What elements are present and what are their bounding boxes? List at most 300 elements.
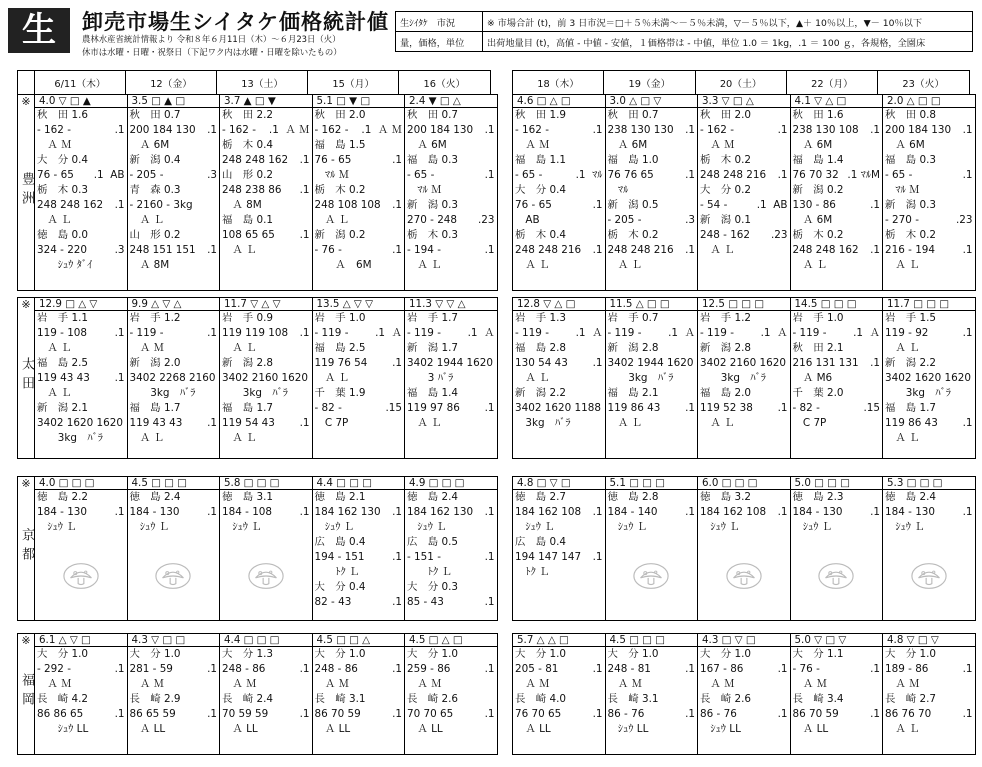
market-summary: 4.5 □ □ □ <box>128 477 220 490</box>
price-line-unit: .1 <box>685 506 695 518</box>
price-line <box>513 108 605 123</box>
price-line-unit: .1 <box>870 124 880 136</box>
price-cell <box>312 95 405 291</box>
price-line-main: ｼｭｳ Ｌ <box>700 521 740 533</box>
price-line <box>791 311 883 326</box>
price-line-main: 189 - 86 <box>885 663 929 675</box>
price-line-main: 大 分 0.4 <box>515 184 566 196</box>
price-line <box>606 677 698 692</box>
price-line <box>513 490 605 505</box>
price-line-main: 大 分 1.0 <box>700 648 751 660</box>
market-table-right <box>512 633 976 755</box>
market-summary: 4.0 □ □ □ <box>35 477 127 490</box>
price-line-main: Ａ Ｌ <box>222 244 257 256</box>
price-line <box>513 138 605 153</box>
price-line-main: Ａ Ｌ <box>314 214 349 226</box>
price-line-main: 248 151 151 <box>129 244 196 256</box>
price-cell <box>605 477 698 621</box>
price-line <box>128 311 220 326</box>
price-line <box>35 692 127 707</box>
price-line-main: C 7P <box>792 417 827 429</box>
price-line-main: Ａ LL <box>222 723 258 735</box>
price-line <box>513 707 605 722</box>
price-line-main: 119 - 92 <box>885 327 929 339</box>
price-line <box>883 183 975 198</box>
price-line-main: - 151 - <box>407 551 441 563</box>
price-line-main: 184 162 108 <box>515 506 582 518</box>
price-line <box>698 401 790 416</box>
total-mark: ※ <box>21 634 31 647</box>
price-line <box>220 326 312 341</box>
market-summary: 6.1 △ ▽ □ <box>35 634 127 647</box>
price-line-main: - 119 - <box>515 327 549 339</box>
price-line-main: 70 59 59 <box>222 708 269 720</box>
price-line-main: 新 潟 2.8 <box>222 357 273 369</box>
price-line-main: Ａ Ｍ <box>37 678 72 690</box>
price-line-main: 184 - 130 <box>885 506 936 518</box>
price-line-main: 岩 手 1.2 <box>129 312 181 324</box>
price-line-main: 広 島 0.5 <box>407 536 458 548</box>
price-line <box>698 326 790 341</box>
price-line-main: 長 崎 2.7 <box>885 693 936 705</box>
price-line-main: 栃 木 0.2 <box>700 154 751 166</box>
price-cell <box>127 95 220 291</box>
price-line-unit: .1 <box>870 506 880 518</box>
price-line <box>220 371 312 386</box>
price-line <box>405 647 497 662</box>
price-line <box>513 228 605 243</box>
price-line-main: - 119 - <box>607 327 642 339</box>
price-line-main: 新 潟 0.3 <box>885 199 936 211</box>
price-line-main: Ａ LL <box>515 723 551 735</box>
price-line <box>513 198 605 213</box>
price-line <box>698 311 790 326</box>
price-line-main: 長 崎 4.2 <box>37 693 88 705</box>
price-line <box>220 386 312 401</box>
price-line <box>606 386 698 401</box>
price-line-main: Ａ Ｍ <box>700 139 735 151</box>
price-line <box>405 707 497 722</box>
price-line-unit: .1 <box>207 244 217 256</box>
price-line <box>791 326 883 341</box>
price-line <box>883 213 975 228</box>
price-line <box>883 490 975 505</box>
price-line <box>791 341 883 356</box>
price-line-main: 3kg ﾊﾞﾗ <box>607 372 674 384</box>
price-line-main: Ａ Ｍ <box>885 678 920 690</box>
market-summary: 5.8 □ □ □ <box>220 477 312 490</box>
price-line <box>35 326 127 341</box>
price-line-main: 281 - 59 <box>129 663 173 675</box>
price-line-main: 徳 島 3.1 <box>222 491 273 503</box>
price-line-unit: .1 <box>114 124 125 136</box>
price-line <box>791 258 883 273</box>
price-line-main: 86 70 59 <box>314 708 361 720</box>
shiitake-icon <box>632 561 670 591</box>
price-line-main: 82 - 43 <box>314 596 352 608</box>
price-line <box>313 416 405 431</box>
price-line-main: ﾏﾙ Ｍ <box>314 169 349 181</box>
price-line <box>698 416 790 431</box>
price-line-unit: .1 <box>592 708 603 720</box>
price-cell <box>35 477 128 621</box>
price-line <box>698 386 790 401</box>
price-line <box>405 505 497 520</box>
market-summary: 4.5 □ □ □ <box>606 634 698 647</box>
price-cell <box>312 477 405 621</box>
price-line-unit: .1 <box>299 417 310 429</box>
price-line-unit: .1 <box>685 244 695 256</box>
price-line-main: 福 島 2.8 <box>515 342 566 354</box>
price-line-main: 長 崎 3.4 <box>792 693 844 705</box>
price-line <box>513 677 605 692</box>
price-line-main: Ａ M6 <box>792 372 833 384</box>
price-line <box>128 371 220 386</box>
price-line <box>313 490 405 505</box>
price-cell <box>698 634 791 755</box>
price-line <box>791 677 883 692</box>
price-line <box>35 341 127 356</box>
price-line-main: 栃 木 0.4 <box>515 229 566 241</box>
price-line-main: 216 131 131 <box>792 357 859 369</box>
price-line <box>513 153 605 168</box>
price-line-unit: .1 <box>777 124 788 136</box>
price-line-unit: .1 <box>484 124 495 136</box>
price-line-main: 119 97 86 <box>407 402 460 414</box>
price-cell <box>883 634 976 755</box>
price-line-unit: .1 <box>299 708 310 720</box>
price-line <box>883 722 975 737</box>
price-line-main: Ａ 6M <box>885 139 925 151</box>
source-note: 農林水産省統計情報より 令和８年６月11日（木）～６月23日（火） <box>82 34 341 44</box>
price-line <box>883 243 975 258</box>
price-line <box>405 108 497 123</box>
price-line <box>883 692 975 707</box>
price-line-main: - 119 - <box>129 327 164 339</box>
price-line <box>405 386 497 401</box>
market-table-left <box>17 297 498 459</box>
price-line <box>35 228 127 243</box>
price-line-unit: .1 <box>392 357 402 369</box>
market-name: 豊洲 <box>19 171 34 210</box>
date-header-right <box>512 70 970 95</box>
price-line-main: 119 86 43 <box>885 417 938 429</box>
price-line <box>606 228 698 243</box>
price-line-unit: .1 <box>777 663 788 675</box>
price-line <box>513 311 605 326</box>
price-line <box>513 550 605 565</box>
price-line <box>220 707 312 722</box>
market-label-cell <box>18 95 35 291</box>
price-line-main: 119 76 54 <box>314 357 368 369</box>
price-line <box>606 662 698 677</box>
price-line <box>513 386 605 401</box>
price-cell <box>790 634 883 755</box>
price-line-main: 3402 1620 1620 <box>885 372 971 384</box>
market-summary: 13.5 △ ▽ ▽ <box>313 298 405 311</box>
price-line <box>313 505 405 520</box>
price-line-main: AB <box>515 214 540 226</box>
price-line-main: 194 - 151 <box>314 551 365 563</box>
price-line <box>513 213 605 228</box>
price-line <box>513 258 605 273</box>
price-line-main: 200 184 130 <box>129 124 196 136</box>
price-line <box>606 258 698 273</box>
price-line-main: Ａ Ｌ <box>700 417 735 429</box>
price-line-main: - 76 - <box>314 244 342 256</box>
price-line-main: 184 162 130 <box>314 506 381 518</box>
price-line-main: 栃 木 0.2 <box>885 229 936 241</box>
price-line <box>698 677 790 692</box>
price-line <box>791 198 883 213</box>
market-summary: 11.3 ▽ ▽ △ <box>405 298 497 311</box>
market-summary: 4.5 □ △ □ <box>405 634 497 647</box>
date-header-cell: 16（火） <box>399 71 490 95</box>
price-line-main: ｼｭｳ Ｌ <box>792 521 833 533</box>
price-line <box>513 371 605 386</box>
price-line <box>883 647 975 662</box>
price-line-main: 3kg ﾊﾞﾗ <box>222 387 288 399</box>
market-summary: 4.5 □ □ △ <box>313 634 405 647</box>
price-cell <box>698 298 791 459</box>
market-summary: 12.5 □ □ □ <box>698 298 790 311</box>
price-line-main: Ａ 6M <box>792 139 833 151</box>
price-line <box>513 123 605 138</box>
price-line-main: 76 - 65 <box>37 169 74 181</box>
price-line <box>698 505 790 520</box>
price-line-main: 119 52 38 <box>700 402 753 414</box>
price-line-main: ｼｭｳ Ｌ <box>407 521 447 533</box>
price-line-main: 徳 島 0.0 <box>37 229 88 241</box>
price-line-main: 福 島 2.0 <box>700 387 751 399</box>
price-line <box>513 341 605 356</box>
price-line <box>698 707 790 722</box>
price-line-main: ﾏﾙ Ｍ <box>885 184 920 196</box>
price-line-main: 3kg ﾊﾞﾗ <box>37 432 103 444</box>
price-line-unit: .1 <box>777 169 788 181</box>
price-line-main: Ａ Ｍ <box>607 678 642 690</box>
total-mark: ※ <box>21 95 31 108</box>
price-line <box>220 228 312 243</box>
price-line <box>128 707 220 722</box>
price-line-unit: .1 <box>870 357 880 369</box>
price-line <box>220 647 312 662</box>
price-line-main: ｼｭｳ Ｌ <box>314 521 355 533</box>
price-cell <box>405 95 498 291</box>
legend-text-market: ※ 市場合計 (t)，前 3 日市況＝□＋５％未満〜－５％未満，▽－５％以下，▲＋ 10％以上，▼－ 10％以下 <box>483 12 973 32</box>
price-line <box>606 168 698 183</box>
price-line-main: Ａ Ｍ <box>792 678 827 690</box>
price-line-main: ｼｭｳ LL <box>37 723 89 735</box>
price-line <box>883 416 975 431</box>
price-line-unit: .1 <box>962 244 973 256</box>
price-line-main: 福 島 1.7 <box>885 402 936 414</box>
price-line <box>606 183 698 198</box>
price-line-main: 108 65 65 <box>222 229 275 241</box>
price-line-unit: .1 Ａ <box>668 327 695 339</box>
price-line-main: 85 - 43 <box>407 596 444 608</box>
header-corner <box>18 71 35 95</box>
price-line <box>791 371 883 386</box>
price-line <box>35 722 127 737</box>
price-line-unit: .1 <box>777 506 788 518</box>
price-line <box>313 311 405 326</box>
price-line-main: - 162 - <box>37 124 71 136</box>
price-line-main: 徳 島 2.7 <box>515 491 566 503</box>
price-line-unit: .1 <box>299 663 310 675</box>
price-line <box>606 243 698 258</box>
price-line-main: 86 76 70 <box>885 708 932 720</box>
legend-label-market: 生ｼｲﾀｹ 市況 <box>396 12 483 32</box>
price-line-main: ｼｭｳ Ｌ <box>515 521 555 533</box>
market-summary: 11.5 △ □ □ <box>606 298 698 311</box>
price-line <box>405 535 497 550</box>
price-line <box>791 123 883 138</box>
market-summary: 11.7 ▽ △ ▽ <box>220 298 312 311</box>
price-line-main: 長 崎 2.6 <box>700 693 751 705</box>
price-line <box>220 138 312 153</box>
price-line <box>513 722 605 737</box>
price-line <box>405 662 497 677</box>
price-line-unit: .1 <box>392 199 402 211</box>
price-line <box>883 401 975 416</box>
price-line-main: - 162 - <box>222 124 256 136</box>
price-line-main: ｼｭｳ Ｌ <box>37 521 77 533</box>
price-line <box>35 401 127 416</box>
market-table-left <box>17 476 498 621</box>
market-summary: 14.5 □ □ □ <box>791 298 883 311</box>
price-line <box>313 341 405 356</box>
price-line <box>35 153 127 168</box>
price-line <box>128 258 220 273</box>
price-line-unit: .1 <box>870 663 880 675</box>
price-line-main: 長 崎 2.9 <box>129 693 181 705</box>
market-summary: 5.7 △ △ □ <box>513 634 605 647</box>
price-line <box>513 565 605 580</box>
price-line-unit: .1 <box>685 708 695 720</box>
price-line-main: 大 分 1.0 <box>37 648 88 660</box>
market-summary: 4.8 □ ▽ □ <box>513 477 605 490</box>
price-line-unit: .1 <box>484 402 495 414</box>
market-label-cell <box>18 298 35 459</box>
price-line-unit: .1 <box>592 506 603 518</box>
price-line-main: 福 島 1.4 <box>792 154 844 166</box>
price-line-main: 248 248 216 <box>607 244 674 256</box>
price-line <box>698 228 790 243</box>
market-summary: 9.9 △ ▽ △ <box>128 298 220 311</box>
price-line <box>606 490 698 505</box>
price-line-main: - 119 - <box>314 327 349 339</box>
price-line-unit: .1 Ａ <box>853 327 880 339</box>
price-line <box>220 153 312 168</box>
market-summary: 11.7 □ □ □ <box>883 298 975 311</box>
price-line <box>791 692 883 707</box>
price-line-main: Ａ Ｍ <box>515 139 550 151</box>
price-line-main: ﾄｸ Ｌ <box>407 566 452 578</box>
price-line-main: 119 43 43 <box>129 417 183 429</box>
price-line <box>513 243 605 258</box>
price-line <box>220 341 312 356</box>
price-line-main: 大 分 1.3 <box>222 648 273 660</box>
price-line-main: 岩 手 0.9 <box>222 312 273 324</box>
price-line-main: 184 - 130 <box>129 506 180 518</box>
price-line-main: Ａ Ｌ <box>885 342 920 354</box>
price-line-main: 徳 島 2.4 <box>129 491 181 503</box>
price-line-unit: .1 <box>392 154 402 166</box>
price-line-main: 長 崎 2.6 <box>407 693 458 705</box>
price-line-main: ｼｭｳ LL <box>607 723 649 735</box>
legend-table <box>395 11 973 52</box>
price-line-main: Ａ Ｌ <box>37 214 72 226</box>
price-line-main: Ａ Ｌ <box>607 417 642 429</box>
price-line <box>128 341 220 356</box>
price-line <box>313 168 405 183</box>
price-line <box>791 183 883 198</box>
price-line <box>791 662 883 677</box>
price-line-main: 岩 手 1.3 <box>515 312 566 324</box>
price-line-main: 新 潟 2.0 <box>129 357 181 369</box>
price-cell <box>513 634 606 755</box>
price-line-unit: .1 <box>962 124 973 136</box>
price-line <box>606 520 698 535</box>
price-line-main: ﾄｸ Ｌ <box>314 566 360 578</box>
price-line-unit: .1 <box>484 506 495 518</box>
price-line-main: Ａ Ｍ <box>129 342 164 354</box>
price-line-unit: .15 <box>385 402 402 414</box>
price-line <box>698 490 790 505</box>
price-line-unit: .1 <box>392 506 402 518</box>
price-line-main: - 119 - <box>792 327 827 339</box>
price-line <box>883 108 975 123</box>
price-line <box>405 341 497 356</box>
market-summary: 3.3 ▽ □ △ <box>698 95 790 108</box>
price-line-main: Ａ LL <box>129 723 166 735</box>
price-line <box>405 401 497 416</box>
price-line-main: Ａ 6M <box>607 139 648 151</box>
price-line <box>791 168 883 183</box>
price-line <box>405 692 497 707</box>
price-line <box>606 401 698 416</box>
price-line-main: 259 - 86 <box>407 663 451 675</box>
price-line-main: - 162 - <box>314 124 349 136</box>
price-line <box>405 326 497 341</box>
price-line <box>313 550 405 565</box>
price-line <box>313 677 405 692</box>
price-line <box>128 520 220 535</box>
price-line-main: 秋 田 1.9 <box>515 109 566 121</box>
market-summary: 4.4 □ □ □ <box>220 634 312 647</box>
price-line-main: 200 184 130 <box>885 124 952 136</box>
price-line-main: 福 島 2.5 <box>37 357 88 369</box>
price-line-unit: .1 <box>962 417 973 429</box>
price-line-unit: .1 AB <box>756 199 788 211</box>
price-line-main: ｼｭｳ Ｌ <box>222 521 262 533</box>
price-line <box>698 123 790 138</box>
price-line-main: 岩 手 1.0 <box>314 312 366 324</box>
price-cell <box>312 298 405 459</box>
price-line-main: 秋 田 1.6 <box>37 109 88 121</box>
price-line-unit: .1 <box>870 199 880 211</box>
price-line <box>791 138 883 153</box>
price-line-main: Ａ 6M <box>792 214 833 226</box>
price-line <box>128 326 220 341</box>
price-cell <box>883 298 976 459</box>
price-line-unit: .1 <box>299 327 310 339</box>
price-line-main: Ａ 6M <box>129 139 170 151</box>
total-mark: ※ <box>21 298 31 311</box>
price-line-main: Ａ Ｍ <box>37 139 72 151</box>
price-line-main: 秋 田 2.0 <box>314 109 366 121</box>
